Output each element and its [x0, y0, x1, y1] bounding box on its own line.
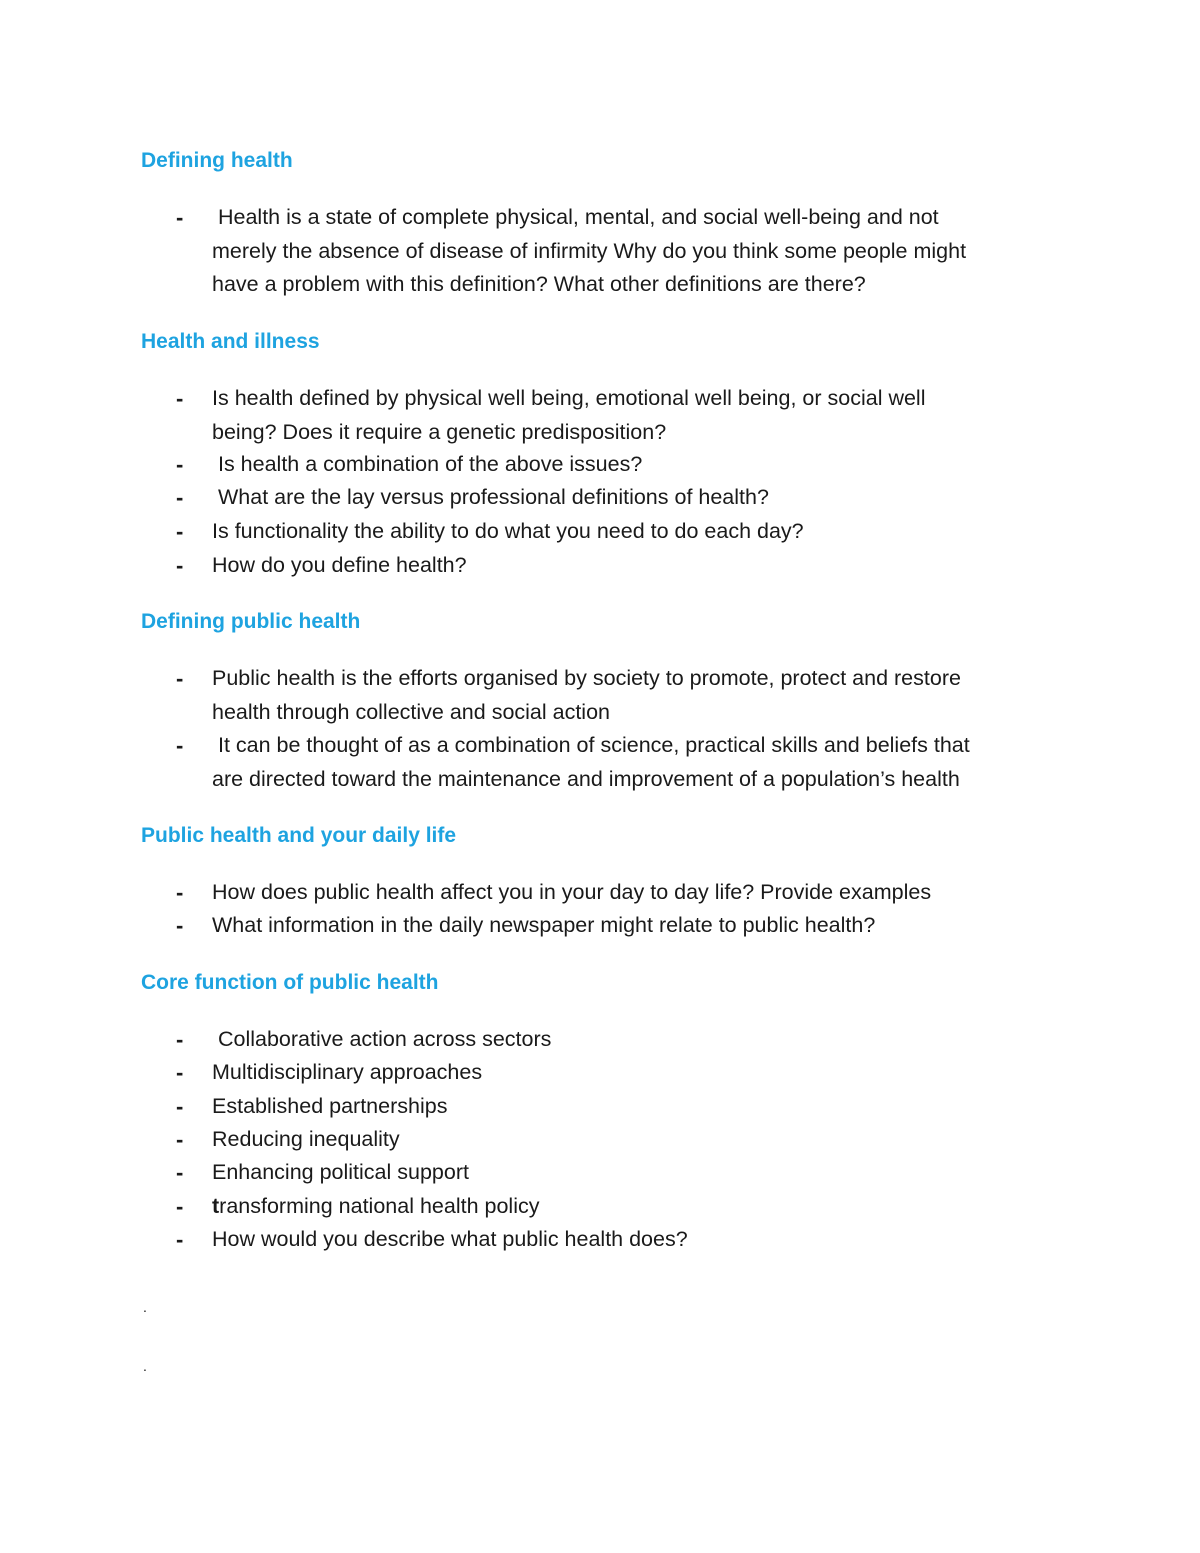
list-item-text: transforming national health policy: [212, 1194, 540, 1218]
dash-bullet: -: [176, 485, 184, 510]
dash-bullet: -: [176, 1127, 184, 1152]
list-item-text: It can be thought of as a combination of science, practical skills and beliefs that are directed toward the maintenance and improvement of a population’s health: [212, 733, 970, 791]
dash-bullet: -: [176, 1094, 184, 1119]
list-item-text: How does public health affect you in your day to day life? Provide examples: [212, 880, 932, 904]
section-heading-core-function: Core function of public health: [141, 971, 439, 994]
section-heading-defining-public-health: Defining public health: [141, 610, 361, 633]
dash-bullet: -: [176, 1060, 184, 1085]
section-heading-public-health-daily-life: Public health and your daily life: [141, 824, 457, 847]
list-item-text: Is functionality the ability to do what you need to do each day?: [212, 519, 804, 543]
list-item-text: What are the lay versus professional definitions of health?: [212, 485, 769, 509]
list-item-text: Is health defined by physical well being, emotional well being, or social well being? Does it require a genetic predisposition?: [212, 386, 926, 444]
trailing-period-mark: .: [143, 1299, 147, 1315]
list-item-text: Established partnerships: [212, 1094, 448, 1118]
list-item-text: Is health a combination of the above issues?: [212, 452, 643, 476]
list-item-text: Health is a state of complete physical, mental, and social well-being and not merely the absence of disease of infirmity Why do you think some people might have a problem with this definition? What other definitions are there?: [212, 205, 967, 296]
list-item-text: Multidisciplinary approaches: [212, 1060, 483, 1084]
list-item-text: How do you define health?: [212, 553, 467, 577]
section-heading-defining-health: Defining health: [141, 149, 293, 172]
dash-bullet: -: [176, 733, 184, 758]
dash-bullet: -: [176, 519, 184, 544]
dash-bullet: -: [176, 1160, 184, 1185]
dash-bullet: -: [176, 1227, 184, 1252]
list-item-text: What information in the daily newspaper might relate to public health?: [212, 913, 876, 937]
list-item-text: Collaborative action across sectors: [212, 1027, 552, 1051]
dash-bullet: -: [176, 1027, 184, 1052]
list-item-text: How would you describe what public health does?: [212, 1227, 688, 1251]
trailing-period-mark: .: [143, 1358, 147, 1374]
dash-bullet: -: [176, 666, 184, 691]
list-item-text: Reducing inequality: [212, 1127, 400, 1151]
dash-bullet: -: [176, 205, 184, 230]
dash-bullet: -: [176, 553, 184, 578]
bold-lead-letter: t: [212, 1194, 220, 1218]
list-item-text: Public health is the efforts organised by society to promote, protect and restore health through collective and social action: [212, 666, 961, 724]
dash-bullet: -: [176, 913, 184, 938]
dash-bullet: -: [176, 386, 184, 411]
list-item-text: Enhancing political support: [212, 1160, 469, 1184]
dash-bullet: -: [176, 880, 184, 905]
dash-bullet: -: [176, 452, 184, 477]
section-heading-health-and-illness: Health and illness: [141, 330, 320, 353]
dash-bullet: -: [176, 1194, 184, 1219]
